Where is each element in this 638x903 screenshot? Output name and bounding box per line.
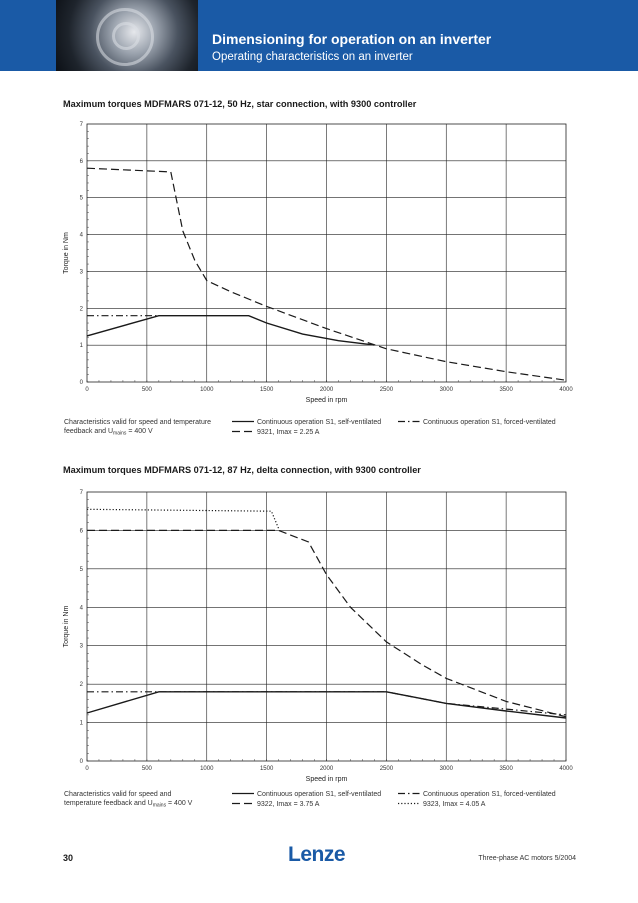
x-tick-label: 500 bbox=[141, 766, 152, 772]
x-tick-label: 3000 bbox=[439, 766, 453, 772]
y-tick-label: 7 bbox=[79, 122, 83, 128]
page-title: Dimensioning for operation on an inverter bbox=[212, 31, 492, 47]
x-tick-label: 0 bbox=[85, 766, 89, 772]
legend-entry: 9321, Imax = 2.25 A bbox=[257, 429, 320, 436]
legend-entry: 9323, Imax = 4.05 A bbox=[423, 801, 486, 808]
y-tick-label: 0 bbox=[79, 759, 83, 765]
page-number: 30 bbox=[63, 853, 74, 863]
x-tick-label: 1500 bbox=[259, 766, 274, 772]
y-tick-label: 1 bbox=[79, 720, 83, 727]
x-tick-label: 4000 bbox=[559, 766, 573, 772]
x-axis-label: Speed in rpm bbox=[305, 776, 348, 783]
y-tick-label: 7 bbox=[79, 490, 83, 496]
chart-1-title: Maximum torques MDFMARS 071-12, 50 Hz, star connection, with 9300 controller bbox=[63, 99, 417, 109]
x-tick-label: 1000 bbox=[200, 766, 214, 772]
x-tick-label: 1500 bbox=[259, 387, 274, 393]
x-tick-label: 500 bbox=[141, 387, 152, 393]
y-tick-label: 6 bbox=[79, 528, 83, 535]
y-tick-label: 3 bbox=[79, 269, 83, 276]
y-axis-label: Torque in Nm bbox=[63, 605, 70, 648]
x-axis-label: Speed in rpm bbox=[305, 397, 348, 404]
x-tick-label: 2000 bbox=[319, 387, 334, 393]
x-tick-label: 3000 bbox=[439, 387, 453, 393]
y-tick-label: 4 bbox=[79, 232, 83, 239]
document-label: Three-phase AC motors 5/2004 bbox=[478, 855, 576, 862]
legend-note: Characteristics valid for speed and temperature feedback and $U_{mains} = 400$ V bbox=[64, 791, 193, 809]
y-axis-label: Torque in Nm bbox=[63, 232, 70, 274]
y-tick-label: 3 bbox=[79, 643, 83, 650]
page-subtitle: Operating characteristics on an inverter bbox=[212, 51, 413, 63]
legend-entry: Continuous operation S1, self-ventilated bbox=[257, 419, 382, 426]
x-tick-label: 2500 bbox=[379, 387, 394, 393]
x-tick-label: 3500 bbox=[499, 766, 513, 772]
x-tick-label: 4000 bbox=[559, 387, 573, 393]
y-tick-label: 6 bbox=[79, 158, 83, 165]
y-tick-label: 1 bbox=[79, 343, 83, 350]
y-tick-label: 0 bbox=[79, 380, 83, 386]
y-tick-label: 2 bbox=[79, 306, 83, 313]
lenze-logo: Lenze bbox=[288, 843, 346, 866]
y-tick-label: 5 bbox=[79, 566, 83, 573]
x-tick-label: 1000 bbox=[200, 387, 214, 393]
x-tick-label: 0 bbox=[85, 387, 89, 393]
y-tick-label: 2 bbox=[79, 682, 83, 689]
page-header bbox=[0, 0, 638, 71]
legend-note: Characteristics valid for speed and temperature feedback and $U_{mains} = 400$ V bbox=[64, 419, 212, 437]
motor-photo bbox=[56, 0, 198, 71]
legend-entry: Continuous operation S1, self-ventilated bbox=[257, 791, 382, 798]
chart-1-star-connection bbox=[56, 114, 576, 444]
x-tick-label: 2500 bbox=[379, 766, 394, 772]
legend-entry: Continuous operation S1, forced-ventilated bbox=[423, 419, 556, 426]
legend-entry: 9322, Imax = 3.75 A bbox=[257, 801, 320, 808]
legend-entry: Continuous operation S1, forced-ventilated bbox=[423, 791, 556, 798]
chart-2-title: Maximum torques MDFMARS 071-12, 87 Hz, delta connection, with 9300 controller bbox=[63, 465, 421, 475]
y-tick-label: 5 bbox=[79, 195, 83, 202]
x-tick-label: 3500 bbox=[499, 387, 513, 393]
chart-2-delta-connection bbox=[56, 482, 576, 820]
y-tick-label: 4 bbox=[79, 605, 83, 612]
x-tick-label: 2000 bbox=[319, 766, 334, 772]
